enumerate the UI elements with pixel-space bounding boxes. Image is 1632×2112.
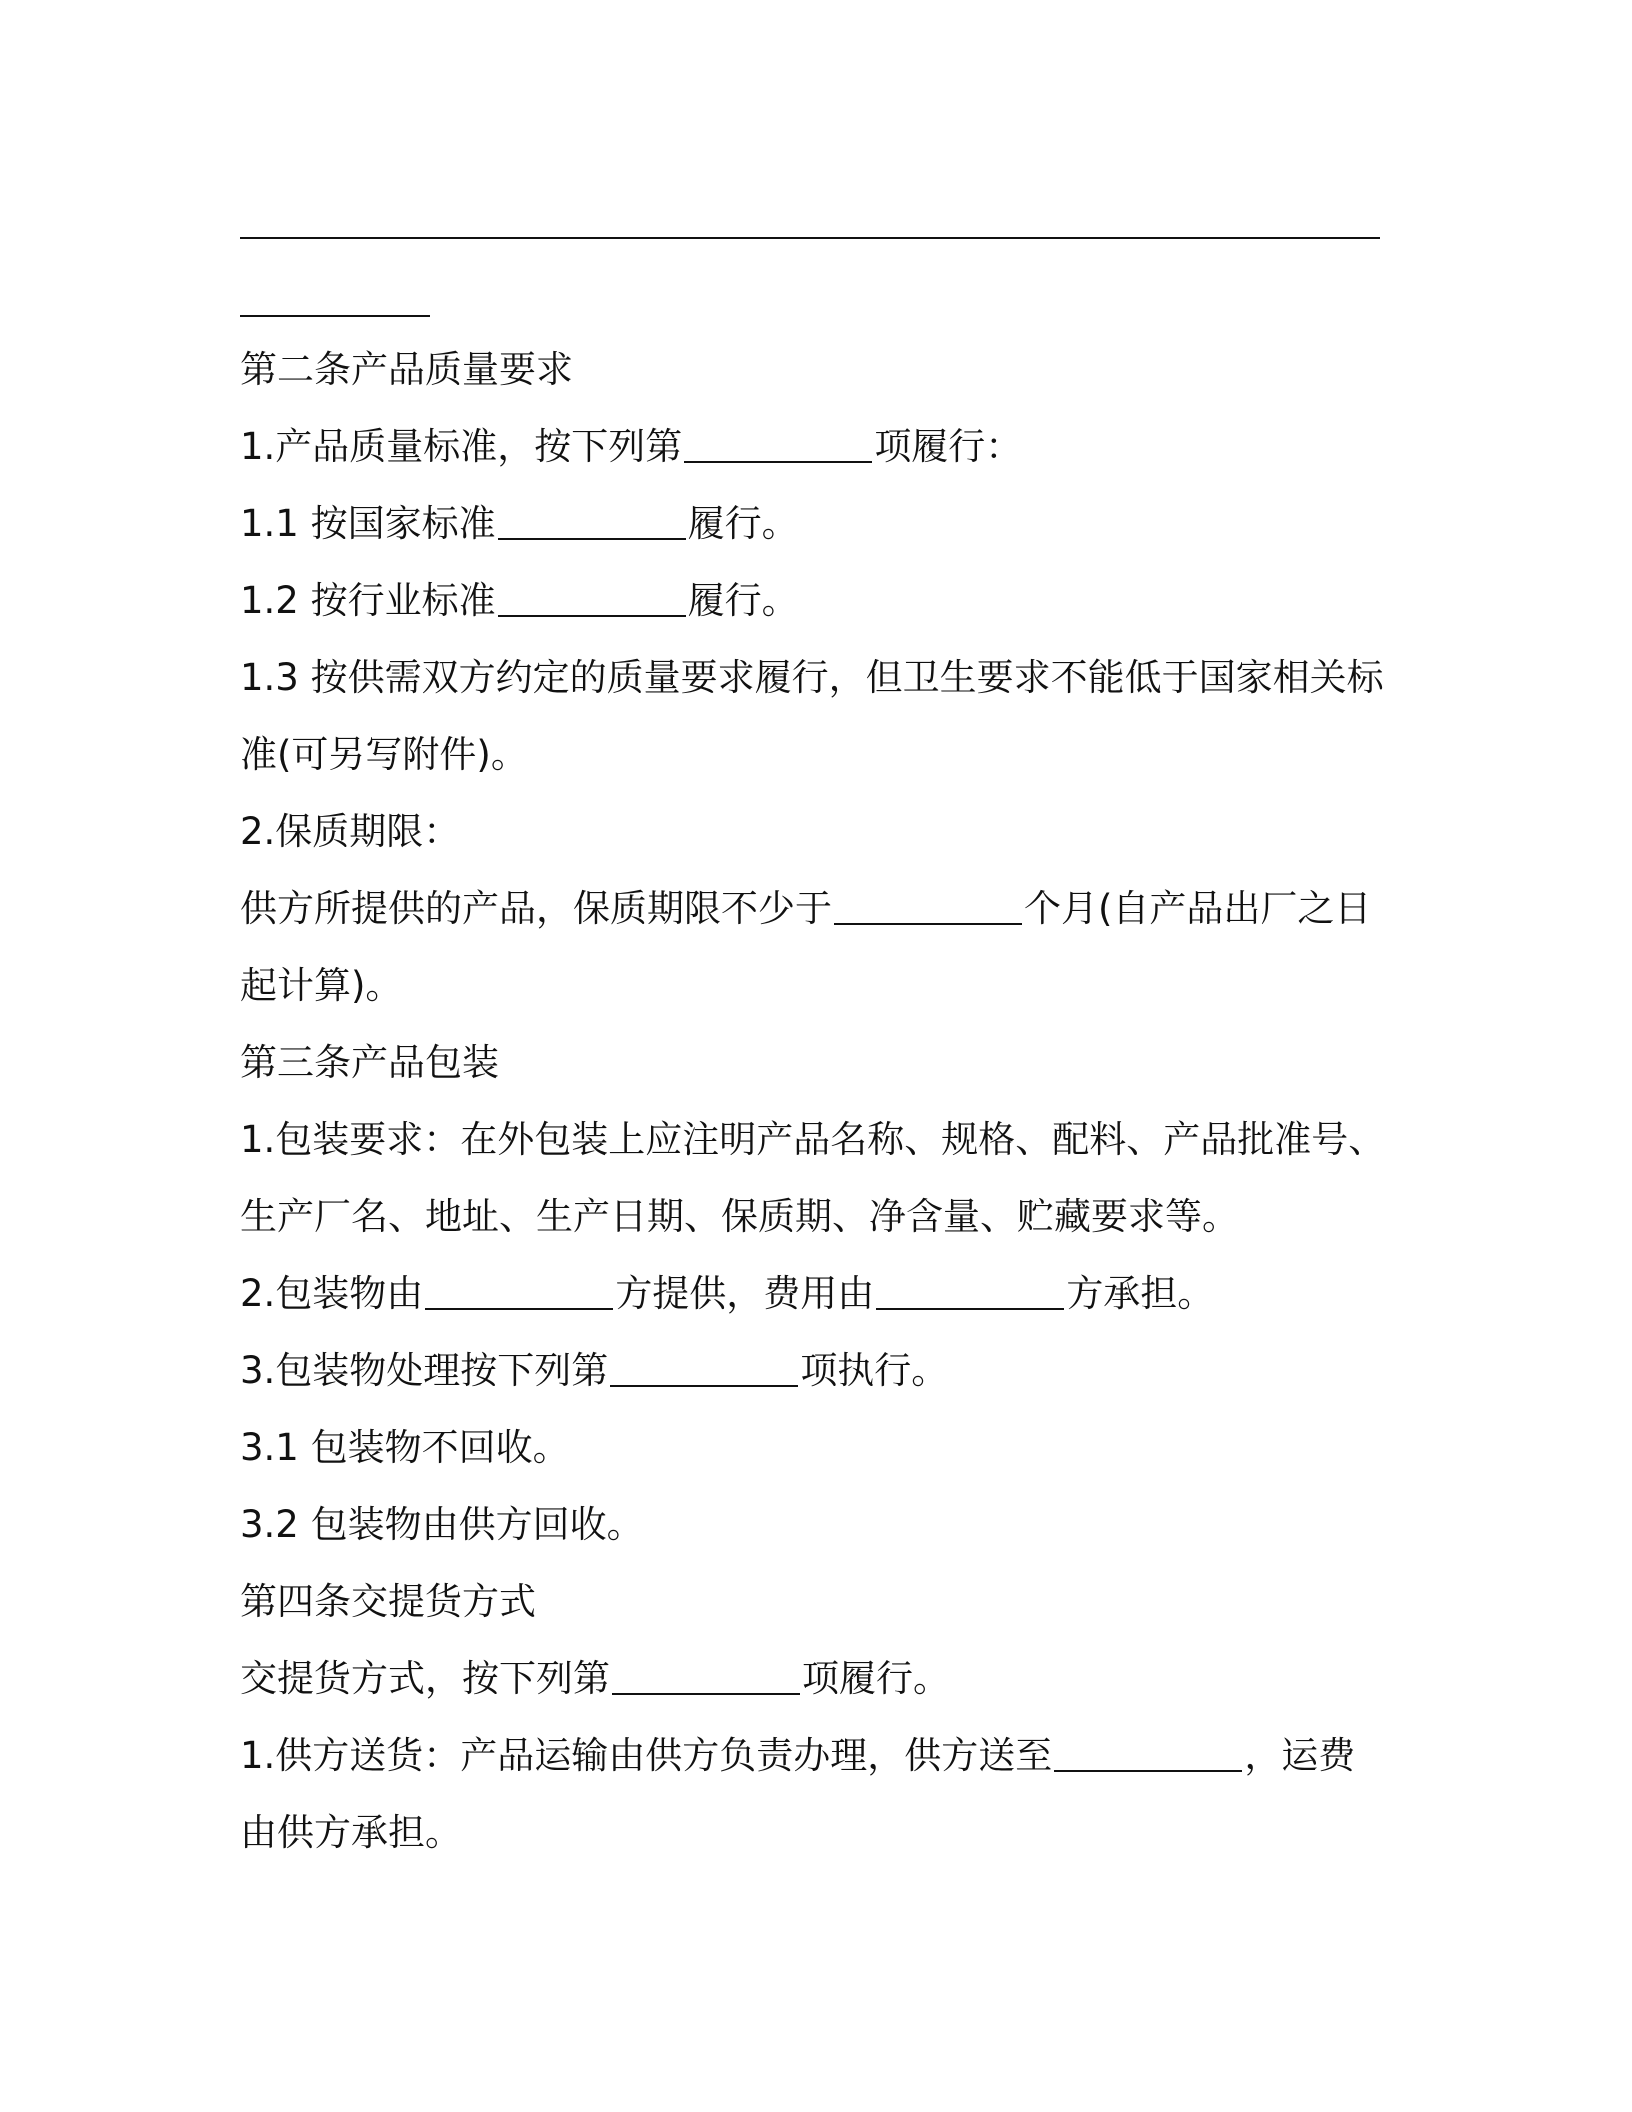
fill-in-blank[interactable] xyxy=(498,508,686,540)
paragraph-packaging-handling xyxy=(240,1349,948,1393)
paragraph-packaging-recycle xyxy=(240,1503,644,1547)
heading-article-4 xyxy=(240,1580,536,1624)
blank-line-long xyxy=(240,237,1380,239)
paragraph-quality-standard xyxy=(240,425,1022,469)
text-segment: 交提货方式，按下列第 xyxy=(240,1657,610,1700)
text-segment: 2.保质期限： xyxy=(240,810,461,853)
text-segment: 方承担。 xyxy=(1066,1272,1215,1315)
paragraph-shelf-life xyxy=(240,887,1371,931)
text-segment: 1.产品质量标准，按下列第 xyxy=(240,425,683,468)
fill-in-blank[interactable] xyxy=(610,1355,798,1387)
fill-in-blank[interactable] xyxy=(425,1278,613,1310)
text-segment: 履行。 xyxy=(687,579,799,622)
paragraph-packaging-provider xyxy=(240,1272,1214,1316)
heading-article-2 xyxy=(240,348,573,392)
text-segment: 起计算)。 xyxy=(240,964,403,1007)
fill-in-blank[interactable] xyxy=(612,1663,800,1695)
text-segment: 项履行： xyxy=(874,425,1023,468)
text-segment: 生产厂名、地址、生产日期、保质期、净含量、贮藏要求等。 xyxy=(240,1195,1239,1238)
paragraph-shelf-life-cont xyxy=(240,964,402,1008)
text-segment: 项履行。 xyxy=(802,1657,950,1700)
text-segment: 个月(自产品出厂之日 xyxy=(1024,887,1372,930)
text-segment: 1.3 按供需双方约定的质量要求履行，但卫生要求不能低于国家相关标 xyxy=(240,656,1384,699)
fill-in-blank[interactable] xyxy=(498,585,686,617)
paragraph-agreed-requirements xyxy=(240,656,1384,700)
heading-article-3 xyxy=(240,1041,499,1085)
text-segment: 2.包装物由 xyxy=(240,1272,424,1315)
fill-in-blank[interactable] xyxy=(876,1278,1064,1310)
paragraph-packaging-no-recycle xyxy=(240,1426,570,1470)
text-segment: 第二条产品质量要求 xyxy=(240,348,573,391)
paragraph-packaging-requirements xyxy=(240,1118,1385,1162)
text-segment: 项执行。 xyxy=(800,1349,949,1392)
paragraph-delivery-method xyxy=(240,1657,950,1701)
fill-in-blank[interactable] xyxy=(834,893,1022,925)
document-page xyxy=(240,0,1400,2112)
text-segment: 3.1 包装物不回收。 xyxy=(240,1426,570,1469)
text-segment: 第四条交提货方式 xyxy=(240,1580,536,1623)
text-segment: 1.1 按国家标准 xyxy=(240,502,496,545)
text-segment: 供方所提供的产品，保质期限不少于 xyxy=(240,887,832,930)
text-segment: 1.供方送货：产品运输由供方负责办理，供方送至 xyxy=(240,1734,1053,1777)
text-segment: 由供方承担。 xyxy=(240,1811,462,1854)
text-segment: 3.2 包装物由供方回收。 xyxy=(240,1503,644,1546)
text-segment: 履行。 xyxy=(687,502,799,545)
paragraph-industry-standard xyxy=(240,579,799,623)
text-segment: 3.包装物处理按下列第 xyxy=(240,1349,609,1392)
fill-in-blank[interactable] xyxy=(684,431,872,463)
paragraph-supplier-delivery-cont xyxy=(240,1811,462,1855)
blank-line-short xyxy=(240,315,430,317)
text-segment: 1.2 按行业标准 xyxy=(240,579,496,622)
paragraph-supplier-delivery xyxy=(240,1734,1355,1778)
text-segment: ，运费 xyxy=(1244,1734,1356,1777)
text-segment: 第三条产品包装 xyxy=(240,1041,499,1084)
paragraph-packaging-requirements-cont xyxy=(240,1195,1239,1239)
text-segment: 准(可另写附件)。 xyxy=(240,733,528,776)
paragraph-agreed-requirements-cont xyxy=(240,733,528,777)
text-segment: 方提供，费用由 xyxy=(615,1272,875,1315)
paragraph-national-standard xyxy=(240,502,799,546)
fill-in-blank[interactable] xyxy=(1054,1740,1242,1772)
paragraph-shelf-life-heading xyxy=(240,810,460,854)
text-segment: 1.包装要求：在外包装上应注明产品名称、规格、配料、产品批准号、 xyxy=(240,1118,1386,1161)
